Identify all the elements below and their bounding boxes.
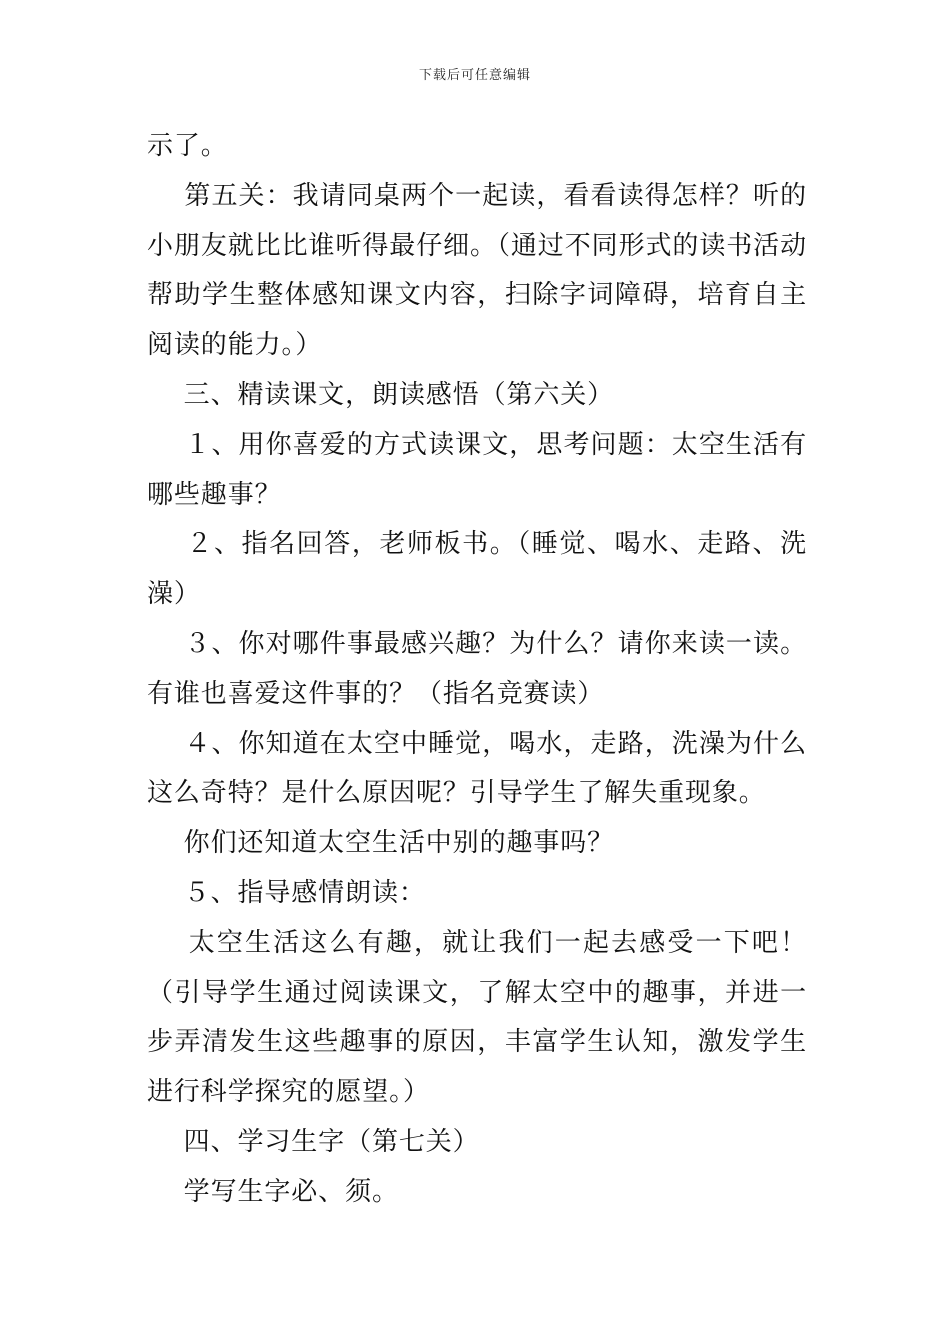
paragraph: 第五关：我请同桌两个一起读，看看读得怎样？听的小朋友就比比谁听得最仔细。（通过不同形式的读书活动帮助学生整体感知课文内容，扫除字词障碍，培育自主阅读的能力。） [147,180,807,361]
page-header: 下载后可任意编辑 [418,68,531,83]
paragraph: ５、指导感情朗读： [147,877,426,908]
document-body [147,122,807,1218]
paragraph: 三、精读课文，朗读感悟（第六关） [147,379,615,410]
paragraph: 你们还知道太空生活中别的趣事吗？ [147,828,615,859]
paragraph: １、用你喜爱的方式读课文，思考问题：太空生活有哪些趣事？ [147,429,807,510]
paragraph: ２、指名回答，老师板书。（睡觉、喝水、走路、洗澡） [147,529,807,610]
paragraph: 四、学习生字（第七关） [147,1126,480,1157]
paragraph: 示了。 [147,131,228,161]
paragraph: 太空生活这么有趣，就让我们一起去感受一下吧！（引导学生通过阅读课文，了解太空中的趣事，并进一步弄清发生这些趣事的原因，丰富学生认知，激发学生进行科学探究的愿望。） [147,927,807,1108]
paragraph: ４、你知道在太空中睡觉，喝水，走路，洗澡为什么这么奇特？是什么原因呢？引导学生了解失重现象。 [147,728,807,809]
paragraph: 学写生字必、须。 [147,1176,399,1207]
paragraph: ３、你对哪件事最感兴趣？为什么？请你来读一读。有谁也喜爱这件事的？（指名竞赛读） [147,628,807,709]
